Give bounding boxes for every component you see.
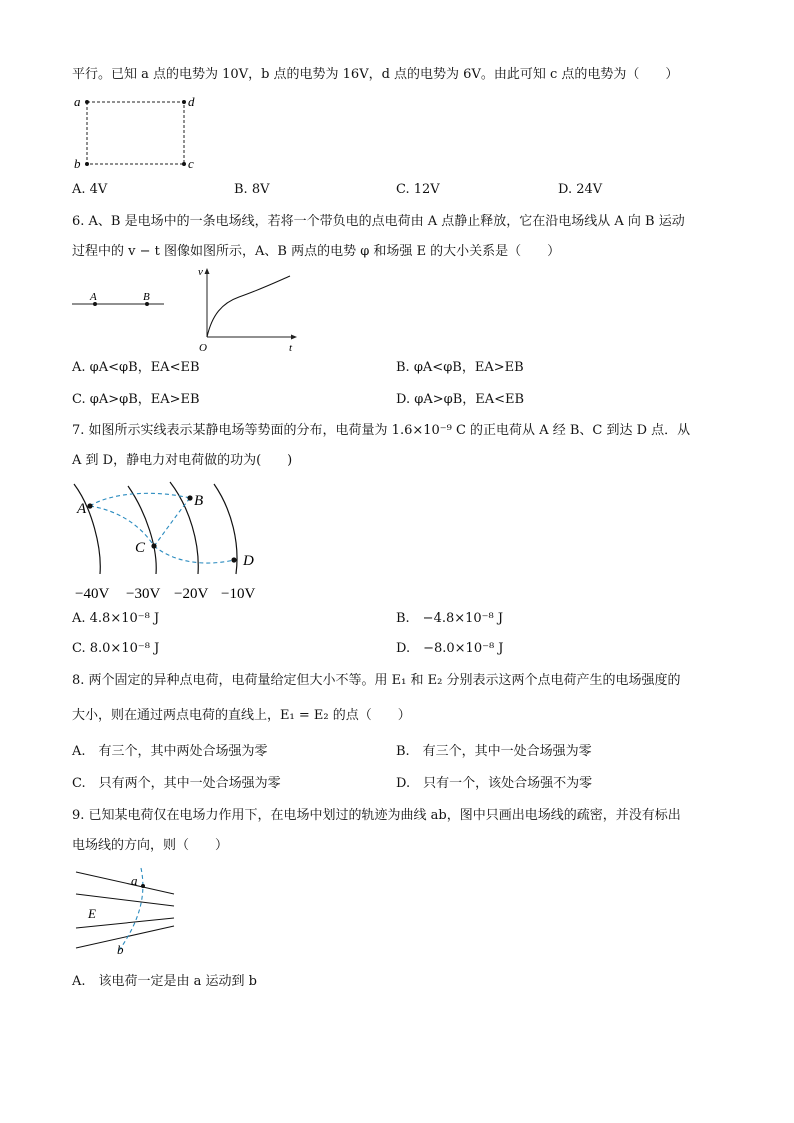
q7-option-d: D. −8.0×10⁻⁸ J xyxy=(396,641,504,656)
q8-option-c: C. 只有两个，其中一处合场强为零 xyxy=(72,776,281,791)
q8-option-a: A. 有三个，其中两处合场强为零 xyxy=(72,744,268,759)
q9-label-E: E xyxy=(88,906,96,921)
q7-equipotential-figure xyxy=(66,478,276,606)
q7-potential-3: −20V xyxy=(174,586,209,602)
q7-option-b: B. −4.8×10⁻⁸ J xyxy=(396,611,504,626)
q9-label-a: a xyxy=(131,873,138,888)
q9-field-lines-figure xyxy=(70,866,180,958)
q9-stem-line2: 电场线的方向，则（ ） xyxy=(72,838,229,853)
q7-stem-line2: A 到 D，静电力对电荷做的功为( ) xyxy=(72,453,293,468)
q7-option-c: C. 8.0×10⁻⁸ J xyxy=(72,641,160,656)
q7-stem-line1: 7. 如图所示实线表示某静电场等势面的分布，电荷量为 1.6×10⁻⁹ C 的正电荷从 A 经 B、C 到达 D 点．从 xyxy=(72,423,691,438)
q9-option-a: A. 该电荷一定是由 a 运动到 b xyxy=(72,974,257,989)
q7-point-B: B xyxy=(194,493,204,509)
q6-stem-line2: 过程中的 v − t 图像如图所示，A、B 两点的电势 φ 和场强 E 的大小关系是（ ） xyxy=(72,244,561,259)
q5-option-a: A. 4V xyxy=(72,182,108,197)
q6-field-line-figure xyxy=(70,288,170,312)
q5-label-b: b xyxy=(74,156,81,170)
q8-option-d: D. 只有一个，该处合场强不为零 xyxy=(396,776,593,791)
q5-label-a: a xyxy=(74,94,81,109)
q6-option-a: A. φA<φB，EA<EB xyxy=(72,360,200,375)
q6-option-c: C. φA>φB，EA>EB xyxy=(72,392,200,407)
q6-origin-O: O xyxy=(199,342,207,354)
q5-label-c: c xyxy=(188,156,194,170)
q6-axis-v: v xyxy=(198,266,203,278)
q7-point-C: C xyxy=(135,540,146,556)
q7-point-D: D xyxy=(243,553,254,569)
q8-stem-line1: 8. 两个固定的异种点电荷，电荷量给定但大小不等。用 E₁ 和 E₂ 分别表示这两个点电荷产生的电场强度的 xyxy=(72,673,681,688)
q6-point-B: B xyxy=(143,291,150,303)
q8-option-b: B. 有三个，其中一处合场强为零 xyxy=(396,744,592,759)
q6-option-b: B. φA<φB，EA>EB xyxy=(396,360,524,375)
q6-vt-graph xyxy=(194,263,304,355)
q5-rectangle-figure xyxy=(66,90,206,170)
q6-stem-line1: 6. A、B 是电场中的一条电场线，若将一个带负电的点电荷由 A 点静止释放，它在沿电场线从 A 向 B 运动 xyxy=(72,214,685,229)
q7-potential-1: −40V xyxy=(75,586,110,602)
q7-potential-2: −30V xyxy=(126,586,161,602)
q9-label-b: b xyxy=(117,942,124,957)
q9-stem-line1: 9. 已知某电荷仅在电场力作用下，在电场中划过的轨迹为曲线 ab，图中只画出电场线的疏密，并没有标出 xyxy=(72,808,681,823)
q7-point-A: A xyxy=(77,501,87,517)
q5-stem: 平行。已知 a 点的电势为 10V，b 点的电势为 16V，d 点的电势为 6V。由此可知 c 点的电势为（ ） xyxy=(72,67,679,82)
q5-option-d: D. 24V xyxy=(558,182,603,197)
q8-stem-line2: 大小，则在通过两点电荷的直线上，E₁ = E₂ 的点（ ） xyxy=(72,708,411,723)
q7-option-a: A. 4.8×10⁻⁸ J xyxy=(72,611,160,626)
q6-option-d: D. φA>φB，EA<EB xyxy=(396,392,525,407)
q6-point-A: A xyxy=(90,291,97,303)
q5-label-d: d xyxy=(188,94,195,109)
q5-option-c: C. 12V xyxy=(396,182,440,197)
q7-potential-4: −10V xyxy=(221,586,256,602)
q5-option-b: B. 8V xyxy=(234,182,270,197)
q6-axis-t: t xyxy=(289,342,293,354)
